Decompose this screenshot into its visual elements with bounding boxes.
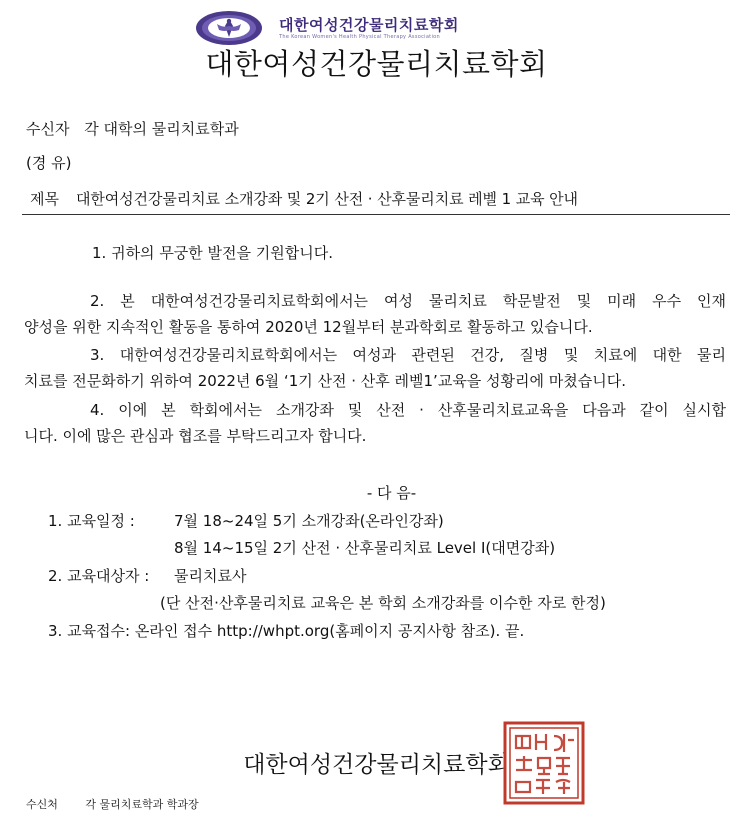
page-title: 대한여성건강물리치료학회	[205, 47, 548, 81]
audience-note: (단 산전·산후물리치료 교육은 본 학회 소개강좌를 이수한 자로 한정)	[160, 594, 606, 612]
recipient-line	[26, 118, 239, 139]
paragraph-2-line-2: 양성을 위한 지속적인 활동을 통하여 2020년 12월부터 분과학회로 활동하고 있습니다.	[24, 318, 593, 336]
subject-row	[22, 186, 730, 215]
schedule-label: 1. 교육일정 :	[48, 512, 135, 530]
association-logo	[195, 10, 555, 46]
details-heading: - 다 음-	[366, 484, 417, 502]
schedule-line-2: 8월 14~15일 2기 산전 · 산후물리치료 Level Ⅰ(대면강좌)	[174, 539, 556, 557]
paragraph-2-line-1: 2. 본 대한여성건강물리치료학회에서는 여성 물리치료 학문발전 및 미래 우수 인재	[90, 292, 726, 310]
subject-value: 대한여성건강물리치료 소개강좌 및 2기 산전 · 산후물리치료 레벨 1 교육 안내	[76, 190, 578, 208]
association-emblem-icon	[195, 10, 263, 46]
paragraph-4-line-2: 니다. 이에 많은 관심과 협조를 부탁드리고자 합니다.	[24, 427, 367, 445]
audience-value: 물리치료사	[174, 567, 247, 585]
footer-org-name: 대한여성건강물리치료학회	[243, 752, 510, 778]
recipient-label: 수신자	[26, 120, 70, 138]
paragraph-4-line-1: 4. 이에 본 학회에서는 소개강좌 및 산전 · 산후물리치료교육을 다음과 같이 실시합	[90, 401, 726, 419]
subject-label: 제목	[30, 190, 59, 208]
recipients-value: 각 물리치료학과 학과장	[85, 798, 199, 811]
paragraph-3-line-1: 3. 대한여성건강물리치료학회에서는 여성과 관련된 건강, 질병 및 치료에 대한 물리	[90, 346, 726, 364]
schedule-line-1: 7월 18~24일 5기 소개강좌(온라인강좌)	[174, 512, 444, 530]
recipients-label: 수신처	[26, 798, 58, 811]
via-line: (경 유)	[26, 154, 72, 172]
recipients-line	[26, 796, 199, 812]
audience-label: 2. 교육대상자 :	[48, 567, 150, 585]
recipient-value: 각 대학의 물리치료학과	[84, 120, 239, 138]
official-seal-icon	[502, 720, 586, 806]
paragraph-1: 1. 귀하의 무궁한 발전을 기원합니다.	[92, 244, 334, 262]
logo-name: 대한여성건강물리치료학회	[279, 16, 459, 34]
registration-line: 3. 교육접수: 온라인 접수 http://whpt.org(홈페이지 공지사항 참조). 끝.	[48, 622, 525, 640]
logo-subtitle: The Korean Women's Health Physical Therapy Association	[279, 34, 440, 40]
paragraph-3-line-2: 치료를 전문화하기 위하여 2022년 6월 ‘1기 산전 · 산후 레벨1’교육을 성황리에 마쳤습니다.	[24, 372, 627, 390]
